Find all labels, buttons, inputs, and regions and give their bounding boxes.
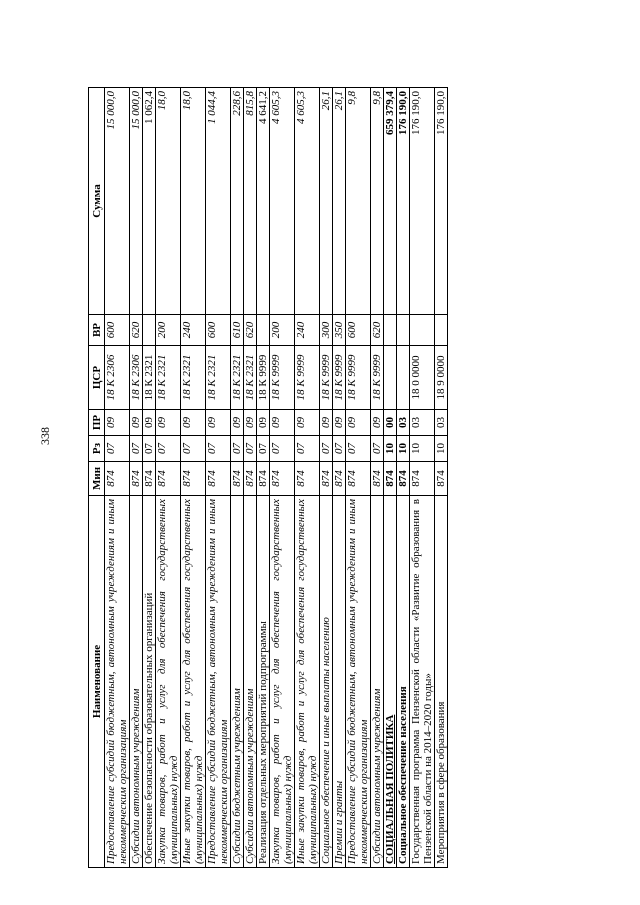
cell-sum: 26,1 xyxy=(333,88,346,315)
cell-rz: 07 xyxy=(206,436,231,462)
cell-csr: 18 К 2321 xyxy=(181,346,206,410)
table-row xyxy=(435,88,448,868)
header-name: Наименование xyxy=(89,496,105,868)
cell-csr: 18 К 2321 xyxy=(206,346,231,410)
cell-csr: 18 К 9999 xyxy=(346,346,371,410)
cell-pr: 09 xyxy=(320,410,333,436)
cell-name: Мероприятия в сфере образования xyxy=(435,496,448,868)
cell-pr: 03 xyxy=(410,410,435,436)
cell-sum: 15 000,0 xyxy=(105,88,130,315)
cell-rz: 10 xyxy=(397,436,410,462)
cell-pr: 09 xyxy=(206,410,231,436)
cell-pr: 03 xyxy=(397,410,410,436)
cell-min: 874 xyxy=(320,462,333,496)
table-row xyxy=(384,88,397,868)
cell-rz: 07 xyxy=(130,436,143,462)
cell-min: 874 xyxy=(105,462,130,496)
cell-name: Социальное обеспечение и иные выплаты населению xyxy=(320,496,333,868)
table-row xyxy=(244,88,257,868)
cell-min: 874 xyxy=(143,462,156,496)
cell-pr: 03 xyxy=(435,410,448,436)
table-row xyxy=(371,88,384,868)
cell-rz: 07 xyxy=(371,436,384,462)
cell-csr: 18 0 0000 xyxy=(410,346,435,410)
table-row xyxy=(295,88,320,868)
cell-name: СОЦИАЛЬНАЯ ПОЛИТИКА xyxy=(384,496,397,868)
cell-min: 874 xyxy=(397,462,410,496)
cell-sum: 4 641,2 xyxy=(257,88,270,315)
cell-min: 874 xyxy=(410,462,435,496)
header-row xyxy=(89,88,105,868)
cell-name: Субсидии автономным учреждениям xyxy=(244,496,257,868)
cell-min: 874 xyxy=(333,462,346,496)
page-number: 338 xyxy=(38,427,52,445)
cell-csr: 18 К 9999 xyxy=(320,346,333,410)
cell-name: Обеспечение безопасности образовательных организаций xyxy=(143,496,156,868)
cell-rz: 10 xyxy=(384,436,397,462)
cell-rz: 07 xyxy=(105,436,130,462)
cell-sum: 176 190,0 xyxy=(435,88,448,315)
cell-sum: 15 000,0 xyxy=(130,88,143,315)
cell-name: Иные закупки товаров, работ и услуг для обеспечения государственных (муниципальных) нужд xyxy=(295,496,320,868)
cell-name: Реализация отдельных мероприятий подпрограммы xyxy=(257,496,270,868)
cell-pr: 09 xyxy=(231,410,244,436)
cell-sum: 9,8 xyxy=(346,88,371,315)
cell-name: Субсидии автономным учреждениям xyxy=(371,496,384,868)
table-row xyxy=(320,88,333,868)
cell-pr: 00 xyxy=(384,410,397,436)
cell-rz: 07 xyxy=(244,436,257,462)
cell-pr: 09 xyxy=(333,410,346,436)
cell-name: Государственная программа Пензенской области «Развитие образования в Пензенской области на 2014–2020 годы» xyxy=(410,496,435,868)
cell-name: Субсидии автономным учреждениям xyxy=(130,496,143,868)
cell-csr: 18 К 9999 xyxy=(257,346,270,410)
cell-min: 874 xyxy=(130,462,143,496)
cell-sum: 228,6 xyxy=(231,88,244,315)
cell-rz: 07 xyxy=(320,436,333,462)
cell-csr xyxy=(384,346,397,410)
cell-sum: 18,0 xyxy=(181,88,206,315)
cell-rz: 07 xyxy=(270,436,295,462)
cell-sum: 176 190,0 xyxy=(397,88,410,315)
cell-vr xyxy=(397,315,410,346)
cell-vr: 600 xyxy=(105,315,130,346)
cell-rz: 10 xyxy=(410,436,435,462)
cell-sum: 4 605,3 xyxy=(295,88,320,315)
cell-vr xyxy=(257,315,270,346)
cell-rz: 07 xyxy=(333,436,346,462)
table-row xyxy=(105,88,130,868)
cell-pr: 09 xyxy=(244,410,257,436)
table-row xyxy=(410,88,435,868)
cell-rz: 07 xyxy=(143,436,156,462)
cell-sum: 9,8 xyxy=(371,88,384,315)
cell-csr: 18 К 9999 xyxy=(270,346,295,410)
header-min: Мин xyxy=(89,462,105,496)
cell-min: 874 xyxy=(244,462,257,496)
cell-name: Социальное обеспечение населения xyxy=(397,496,410,868)
cell-pr: 09 xyxy=(143,410,156,436)
cell-min: 874 xyxy=(270,462,295,496)
cell-csr: 18 К 9999 xyxy=(295,346,320,410)
budget-table xyxy=(88,87,448,868)
cell-sum: 18,0 xyxy=(156,88,181,315)
cell-rz: 07 xyxy=(257,436,270,462)
cell-name: Предоставление субсидий бюджетным, автономным учреждениям и иным некоммерческим организациям xyxy=(105,496,130,868)
cell-csr: 18 К 9999 xyxy=(371,346,384,410)
cell-csr: 18 9 0000 xyxy=(435,346,448,410)
cell-name: Предоставление субсидий бюджетным, автономным учреждениям и иным некоммерческим организациям xyxy=(206,496,231,868)
cell-sum: 1 062,4 xyxy=(143,88,156,315)
cell-min: 874 xyxy=(156,462,181,496)
cell-vr: 240 xyxy=(295,315,320,346)
cell-csr xyxy=(397,346,410,410)
cell-vr: 200 xyxy=(270,315,295,346)
cell-name: Премии и гранты xyxy=(333,496,346,868)
cell-min: 874 xyxy=(435,462,448,496)
table-row xyxy=(130,88,143,868)
cell-pr: 09 xyxy=(371,410,384,436)
cell-csr: 18 К 2321 xyxy=(244,346,257,410)
cell-pr: 09 xyxy=(156,410,181,436)
cell-rz: 07 xyxy=(231,436,244,462)
cell-rz: 07 xyxy=(346,436,371,462)
cell-vr: 300 xyxy=(320,315,333,346)
cell-pr: 09 xyxy=(295,410,320,436)
cell-csr: 18 К 9999 xyxy=(333,346,346,410)
cell-min: 874 xyxy=(295,462,320,496)
cell-min: 874 xyxy=(384,462,397,496)
header-csr: ЦСР xyxy=(89,346,105,410)
table-body xyxy=(105,88,448,868)
cell-vr: 600 xyxy=(206,315,231,346)
table-row xyxy=(181,88,206,868)
cell-vr: 600 xyxy=(346,315,371,346)
cell-rz: 10 xyxy=(435,436,448,462)
cell-name: Субсидии бюджетным учреждениям xyxy=(231,496,244,868)
cell-pr: 09 xyxy=(105,410,130,436)
table-row xyxy=(143,88,156,868)
cell-vr: 620 xyxy=(130,315,143,346)
cell-vr xyxy=(435,315,448,346)
header-pr: ПР xyxy=(89,410,105,436)
table-row xyxy=(333,88,346,868)
cell-sum: 26,1 xyxy=(320,88,333,315)
cell-rz: 07 xyxy=(156,436,181,462)
cell-vr: 620 xyxy=(244,315,257,346)
cell-min: 874 xyxy=(257,462,270,496)
budget-table-rotated xyxy=(88,88,515,868)
cell-min: 874 xyxy=(181,462,206,496)
cell-sum: 815,8 xyxy=(244,88,257,315)
cell-pr: 09 xyxy=(181,410,206,436)
cell-min: 874 xyxy=(206,462,231,496)
table-row xyxy=(397,88,410,868)
cell-vr xyxy=(410,315,435,346)
cell-pr: 09 xyxy=(130,410,143,436)
table-row xyxy=(206,88,231,868)
cell-vr xyxy=(384,315,397,346)
table-row xyxy=(346,88,371,868)
cell-name: Закупка товаров, работ и услуг для обеспечения государственных (муниципальных) нужд xyxy=(270,496,295,868)
cell-csr: 18 К 2321 xyxy=(156,346,181,410)
cell-vr: 610 xyxy=(231,315,244,346)
cell-vr: 350 xyxy=(333,315,346,346)
cell-sum: 659 379,4 xyxy=(384,88,397,315)
cell-rz: 07 xyxy=(295,436,320,462)
cell-pr: 09 xyxy=(270,410,295,436)
header-vr: ВР xyxy=(89,315,105,346)
cell-csr: 18 К 2321 xyxy=(231,346,244,410)
cell-name: Предоставление субсидий бюджетным, автономным учреждениям и иным некоммерческим организациям xyxy=(346,496,371,868)
table-row xyxy=(270,88,295,868)
header-rz: Рз xyxy=(89,436,105,462)
cell-sum: 1 044,4 xyxy=(206,88,231,315)
cell-min: 874 xyxy=(346,462,371,496)
cell-min: 874 xyxy=(231,462,244,496)
cell-pr: 09 xyxy=(257,410,270,436)
cell-sum: 4 605,3 xyxy=(270,88,295,315)
cell-csr: 18 К 2306 xyxy=(105,346,130,410)
table-row xyxy=(231,88,244,868)
cell-name: Иные закупки товаров, работ и услуг для обеспечения государственных (муниципальных) нужд xyxy=(181,496,206,868)
cell-csr: 18 К 2306 xyxy=(130,346,143,410)
cell-pr: 09 xyxy=(346,410,371,436)
cell-csr: 18 К 2321 xyxy=(143,346,156,410)
table-row xyxy=(156,88,181,868)
header-sum: Сумма xyxy=(89,88,105,315)
table-row xyxy=(257,88,270,868)
cell-vr: 620 xyxy=(371,315,384,346)
cell-min: 874 xyxy=(371,462,384,496)
cell-vr: 200 xyxy=(156,315,181,346)
cell-vr: 240 xyxy=(181,315,206,346)
cell-rz: 07 xyxy=(181,436,206,462)
cell-name: Закупка товаров, работ и услуг для обеспечения государственных (муниципальных) нужд xyxy=(156,496,181,868)
cell-vr xyxy=(143,315,156,346)
cell-sum: 176 190,0 xyxy=(410,88,435,315)
